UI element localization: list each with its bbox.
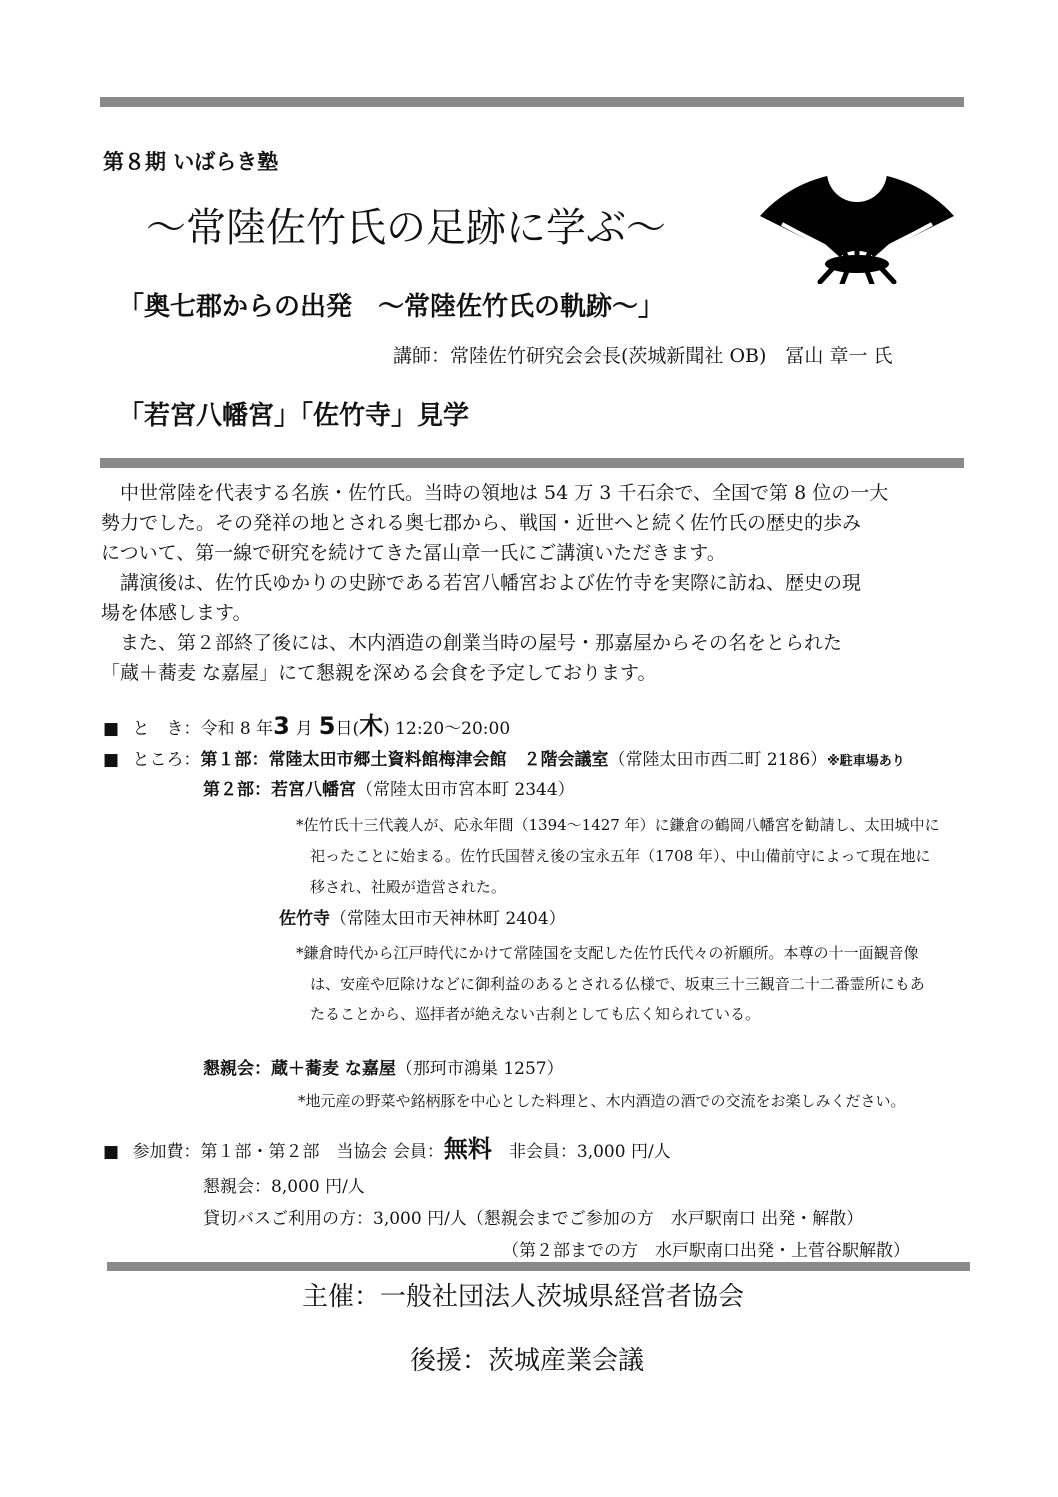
date-day-unit: 日 [335,719,353,739]
part2-addr: （常陸太田市宮本町 2344） [356,780,575,800]
date-time: 12:20～20:00 [389,719,511,739]
bottom-divider [107,1262,970,1271]
intro-line-1: 中世常陸を代表する名族・佐竹氏。当時の領地は 54 万 3 千石余で、全国で第 8 位の一大 [120,482,889,504]
temple-note-3: たることから、巡拝者が絶えない古刹としても広く知られている。 [310,1005,761,1023]
temple-note-2: は、安産や厄除けなどに御利益のあるとされる仏様で、坂東三十三観音二十二番霊所にもあ [310,975,925,993]
tour-title: 「若宮八幡宮」「佐竹寺」見学 [118,401,470,431]
bullet-icon: ■ [103,1142,120,1162]
date-day: 5 [318,712,336,740]
part2-name: 若宮八幡宮 [271,780,356,800]
party-row [203,1056,564,1082]
lecturer: 講師：常陸佐竹研究会会長(茨城新聞社 OB) 冨山 章一 氏 [393,345,893,367]
part1-label: 第１部： [200,750,269,770]
part2-note-3: 移され、社殿が造営された。 [310,878,506,896]
fee-party: 懇親会：8,000 円/人 [203,1177,365,1197]
intro-line-4: 講演後は、佐竹氏ゆかりの史跡である若宮八幡宮および佐竹寺を実際に訪ね、歴史の現 [120,572,862,594]
date-label: と き： [132,719,201,739]
part2-row [203,777,575,803]
intro-line-2: 勢力でした。その発祥の地とされる奥七郡から、戦国・近世へと続く佐竹氏の歴史的歩み [101,512,862,534]
part2-note-2: 祀ったことに始まる。佐竹氏国替え後の宝永五年（1708 年）、中山備前守によって現在地に [310,847,931,865]
part2-label: 第２部： [203,780,271,800]
date-weekday-open: ( [352,719,360,739]
temple-addr: （常陸太田市天神林町 2404） [330,909,566,929]
temple-name: 佐竹寺 [279,909,330,929]
organizer: 主催：一般社団法人茨城県経営者協会 [302,1282,745,1312]
supporter: 後援：茨城産業会議 [410,1346,645,1376]
date-weekday: 木 [359,712,384,740]
date-row [103,712,510,743]
main-title: ～常陸佐竹氏の足跡に学ぶ～ [146,205,666,251]
date-month: 3 [273,712,290,740]
bullet-icon: ■ [103,750,120,770]
intro-line-7: 「蔵＋蕎麦 な嘉屋」にて懇親を深める会食を予定しております。 [101,662,657,684]
top-divider [100,97,964,107]
date-prefix: 令和 8 年 [200,719,274,739]
part1-note: ※駐車場あり [827,754,905,769]
part1-name: 常陸太田市郷土資料館梅津会館 ２階会議室 [268,750,609,770]
party-note: *地元産の野菜や銘柄豚を中心とした料理と、木内酒造の酒での交流をお楽しみください。 [298,1092,906,1110]
middle-divider [100,458,964,468]
fee-label: 参加費： [132,1142,201,1162]
fee-parts: 第１部・第２部 当協会 会員： [200,1142,444,1162]
place-row [103,747,905,775]
date-month-unit: 月 [295,719,313,739]
party-name: 蔵＋蕎麦 な嘉屋 [271,1059,396,1079]
lecture-title: 「奥七郡からの出発 ～常陸佐竹氏の軌跡～」 [118,292,665,322]
bullet-icon: ■ [103,719,120,739]
period-label: 第８期 いばらき塾 [103,150,279,174]
fee-bus-2: （第２部までの方 水戸駅南口出発・上菅谷駅解散） [502,1241,910,1261]
fee-nonmember: 非会員：3,000 円/人 [491,1142,671,1162]
temple-note-1: *鎌倉時代から江戸時代にかけて常陸国を支配した佐竹氏代々の祈願所。本尊の十一面観音像 [296,944,919,962]
fee-free: 無料 [443,1135,492,1163]
temple-row [279,906,566,932]
party-addr: （那珂市鴻巣 1257） [395,1059,564,1079]
fee-bus: 貸切バスご利用の方：3,000 円/人（懇親会までご参加の方 水戸駅南口 出発・解散） [203,1209,864,1229]
part2-note-1: *佐竹氏十三代義人が、応永年間（1394～1427 年）に鎌倉の鶴岡八幡宮を勧請し、太田城中に [296,816,940,834]
fan-icon [752,124,962,284]
intro-line-5: 場を体感します。 [101,602,252,624]
date-weekday-close: ) [383,719,390,739]
fee-row [103,1134,671,1167]
part1-addr: （常陸太田市西二町 2186） [608,750,828,770]
intro-line-3: について、第一線で研究を続けてきた冨山章一氏にご講演いただきます。 [101,542,726,564]
place-label: ところ： [132,750,201,770]
intro-line-6: また、第２部終了後には、木内酒造の創業当時の屋号・那嘉屋からその名をとられた [120,632,843,654]
party-label: 懇親会： [203,1059,271,1079]
